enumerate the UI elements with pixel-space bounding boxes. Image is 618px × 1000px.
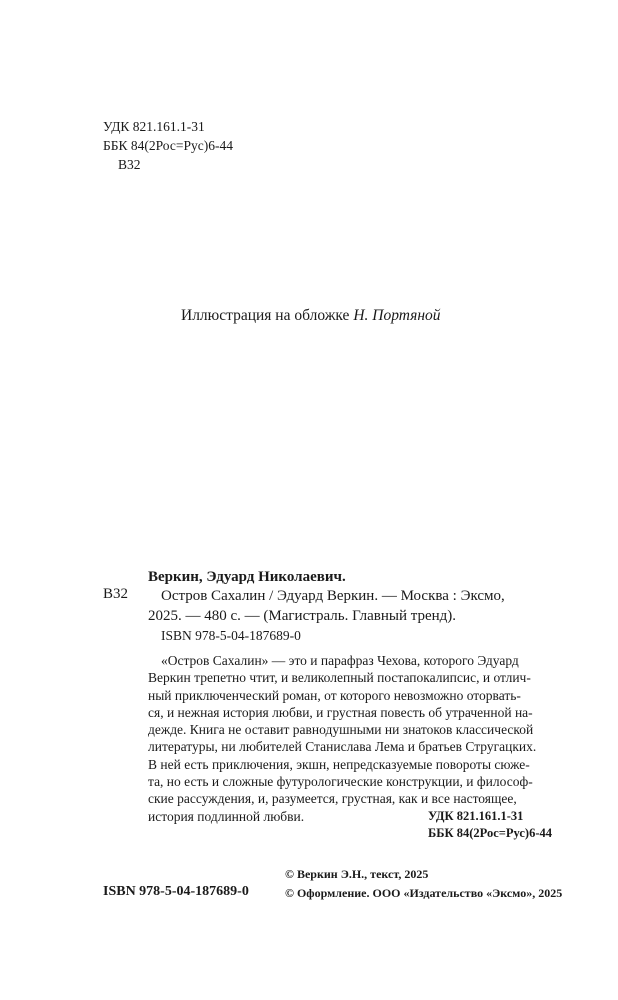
annotation-line: Веркин трепетно чтит, и великолепный постапокалипсис, и отлич- xyxy=(148,670,531,686)
annotation-line: та, но есть и сложные футурологические конструкции, и философ- xyxy=(148,774,533,790)
isbn-main: ISBN 978-5-04-187689-0 xyxy=(103,884,249,899)
author-cutter-code: В32 xyxy=(118,157,141,172)
annotation xyxy=(148,652,543,825)
annotation-line: «Остров Сахалин» — это и парафраз Чехова, которого Эдуард xyxy=(161,653,519,668)
annotation-line: В ней есть приключения, экшн, непредсказуемые повороты сюже- xyxy=(148,756,530,772)
record-cutter: В32 xyxy=(103,586,129,602)
record-line-1: Остров Сахалин / Эдуард Веркин. — Москва : Эксмо, xyxy=(161,588,505,604)
classification-top xyxy=(103,117,233,174)
annotation-line: ся, и нежная история любви, и грустная повесть об утраченной на- xyxy=(148,704,533,720)
bbk-code: ББК 84(2Рос=Рус)6-44 xyxy=(428,826,552,840)
copyright-text: © Веркин Э.Н., текст, 2025 xyxy=(285,867,429,881)
annotation-line: дежде. Книга не оставит равнодушными ни знатоков классической xyxy=(148,722,534,738)
copyright-block xyxy=(285,865,562,903)
record-description xyxy=(148,586,505,626)
record-author: Веркин, Эдуард Николаевич. xyxy=(148,569,346,585)
udk-code: УДК 821.161.1-31 xyxy=(103,119,205,134)
illustration-artist: Н. Портяной xyxy=(353,307,441,324)
bbk-code: ББК 84(2Рос=Рус)6-44 xyxy=(103,138,233,153)
copyright-design: © Оформление. ООО «Издательство «Эксмо», 2025 xyxy=(285,886,563,900)
udk-code: УДК 821.161.1-31 xyxy=(428,809,524,823)
illustration-credit xyxy=(181,307,441,325)
annotation-line: история подлинной любви. xyxy=(148,808,305,824)
annotation-line: ный приключенческий роман, от которого невозможно оторвать- xyxy=(148,687,521,703)
annotation-line: литературы, ни любителей Станислава Лема и братьев Стругацких. xyxy=(148,739,537,755)
record-line-2: 2025. — 480 с. — (Магистраль. Главный тренд). xyxy=(148,608,457,624)
classification-bottom xyxy=(428,808,552,842)
record-isbn: ISBN 978-5-04-187689-0 xyxy=(161,628,301,643)
annotation-line: ские рассуждения, и, разумеется, грустная, как и все настоящее, xyxy=(148,791,517,807)
illustration-label: Иллюстрация на обложке xyxy=(181,307,350,324)
